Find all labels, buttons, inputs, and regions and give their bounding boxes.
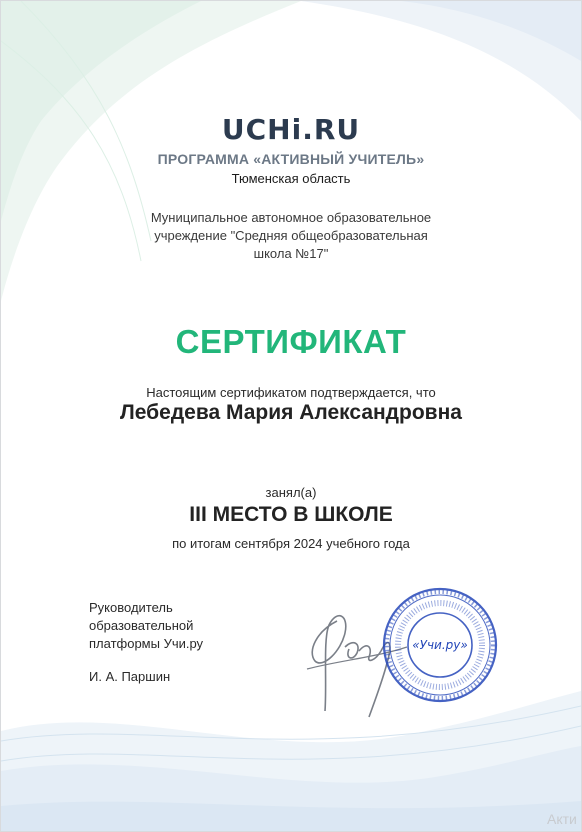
certificate-title: СЕРТИФИКАТ [175,323,407,360]
stamp-center-text: «Учи.ру» [412,638,468,652]
signer-title-line: платформы Учи.ру [89,636,204,651]
organization-line: школа №17" [253,246,329,261]
official-stamp [381,586,499,704]
confirm-text: Настоящим сертификатом подтверждается, что [146,385,436,400]
organization-line: Муниципальное автономное образовательное [150,210,432,225]
took-text: занял(а) [265,485,317,500]
signer-title-line: Руководитель [89,600,173,615]
signer-title [89,599,249,653]
signer-name: И. А. Паршин [89,669,171,684]
award-place: III МЕСТО В ШКОЛЕ [189,503,393,526]
region-label: Тюменская область [231,171,351,186]
signer-title-line: образовательной [89,618,194,633]
program-title: ПРОГРАММА «АКТИВНЫЙ УЧИТЕЛЬ» [157,151,425,167]
recipient-name: Лебедева Мария Александровна [120,401,462,424]
award-period: по итогам сентября 2024 учебного года [172,536,410,551]
organization-name [111,209,471,263]
organization-line: учреждение "Средняя общеобразовательная [154,228,428,243]
uchi-logo: UCHi.RU [221,113,361,146]
watermark-text: Акти [547,811,577,827]
